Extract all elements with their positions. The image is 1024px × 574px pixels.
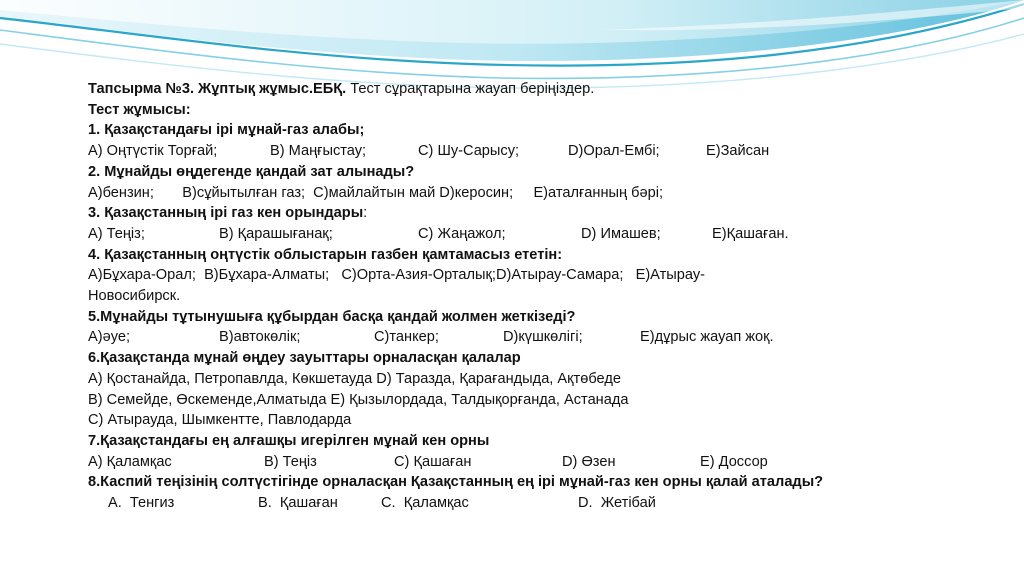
question-4: 4. Қазақстанның оңтүстік облыстарын газбен қамтамасыз ететін: bbox=[88, 246, 563, 263]
question-8-options bbox=[88, 493, 988, 514]
option-c: С) Қашаған bbox=[394, 453, 472, 470]
option-a: А) Қаламқас bbox=[88, 453, 172, 470]
question-7-options bbox=[88, 452, 988, 473]
test-content bbox=[88, 79, 988, 514]
option-d: D)Орал-Ембі; bbox=[568, 143, 660, 160]
test-label: Тест жұмысы: bbox=[88, 101, 191, 118]
question-2: 2. Мұнайды өңдегенде қандай зат алынады? bbox=[88, 163, 415, 180]
question-5: 5.Мұнайды тұтынушыға құбырдан басқа қандай жолмен жеткізеді? bbox=[88, 308, 576, 325]
option-b: В) Қарашығанақ; bbox=[219, 225, 333, 242]
option-c: С)танкер; bbox=[374, 329, 439, 346]
question-7: 7.Қазақстандағы ең алғашқы игерілген мұнай кен орны bbox=[88, 432, 490, 449]
question-3-line bbox=[88, 203, 988, 224]
question-1: 1. Қазақстандағы ірі мұнай-газ алабы; bbox=[88, 122, 365, 139]
question-3-colon: : bbox=[363, 205, 368, 222]
question-6-option-b: В) Семейде, Өскеменде,Алматыда Е) Қызылордада, Талдықорғанда, Астанада bbox=[88, 391, 629, 408]
option-a: А)әуе; bbox=[88, 329, 131, 346]
question-1-options bbox=[88, 141, 988, 162]
option-d: D. Жетібай bbox=[578, 495, 656, 511]
option-a: А. Тенгиз bbox=[108, 495, 175, 511]
question-3-options bbox=[88, 224, 988, 245]
question-8: 8.Каспий теңізінің солтүстігінде орналасқан Қазақстанның ең ірі мұнай-газ кен орны қалай аталады? bbox=[88, 474, 824, 491]
option-e: Е)дұрыс жауап жоқ. bbox=[640, 329, 774, 346]
option-c: С) Шу-Сарысу; bbox=[418, 143, 520, 160]
question-5-options bbox=[88, 327, 988, 348]
option-a: А) Оңтүстік Торғай; bbox=[88, 143, 218, 160]
option-d: D) Өзен bbox=[562, 453, 616, 470]
question-2-options: А)бензин; В)сұйытылған газ; С)майлайтын май D)керосин; Е)аталғанның бәрі; bbox=[88, 184, 664, 201]
option-b: В. Қашаған bbox=[258, 495, 338, 511]
question-6-option-c: С) Атырауда, Шымкентте, Павлодарда bbox=[88, 412, 352, 429]
option-d: D)күшкөлігі; bbox=[503, 329, 583, 346]
question-3: 3. Қазақстанның ірі газ кен орындары bbox=[88, 205, 364, 222]
task-header bbox=[88, 79, 988, 100]
task-title: Тапсырма №3. Жұптық жұмыс.ЕБҚ. bbox=[88, 81, 347, 97]
question-6: 6.Қазақстанда мұнай өңдеу зауыттары орналасқан қалалар bbox=[88, 350, 521, 367]
option-b: В)автокөлік; bbox=[219, 329, 301, 346]
option-b: В) Теңіз bbox=[264, 453, 317, 470]
option-d: D) Имашев; bbox=[581, 225, 661, 242]
question-6-option-a: А) Қостанайда, Петропавлда, Көкшетауда D) Таразда, Қарағандыда, Ақтөбеде bbox=[88, 370, 621, 387]
task-instruction: Тест сұрақтарына жауап беріңіздер. bbox=[346, 81, 595, 97]
option-e: Е)Зайсан bbox=[706, 143, 770, 160]
option-b: В) Маңғыстау; bbox=[270, 143, 367, 160]
option-c: С) Жаңажол; bbox=[418, 225, 506, 242]
option-a: А) Теңіз; bbox=[88, 225, 145, 242]
option-e: Е)Қашаған. bbox=[712, 225, 789, 242]
option-c: С. Қаламқас bbox=[381, 495, 469, 511]
option-e: Е) Доссор bbox=[700, 453, 768, 470]
question-4-options-continued: Новосибирск. bbox=[88, 288, 181, 304]
question-4-options: А)Бұхара-Орал; В)Бұхара-Алматы; С)Орта-Азия-Орталық;D)Атырау-Самара; Е)Атырау- bbox=[88, 267, 705, 284]
